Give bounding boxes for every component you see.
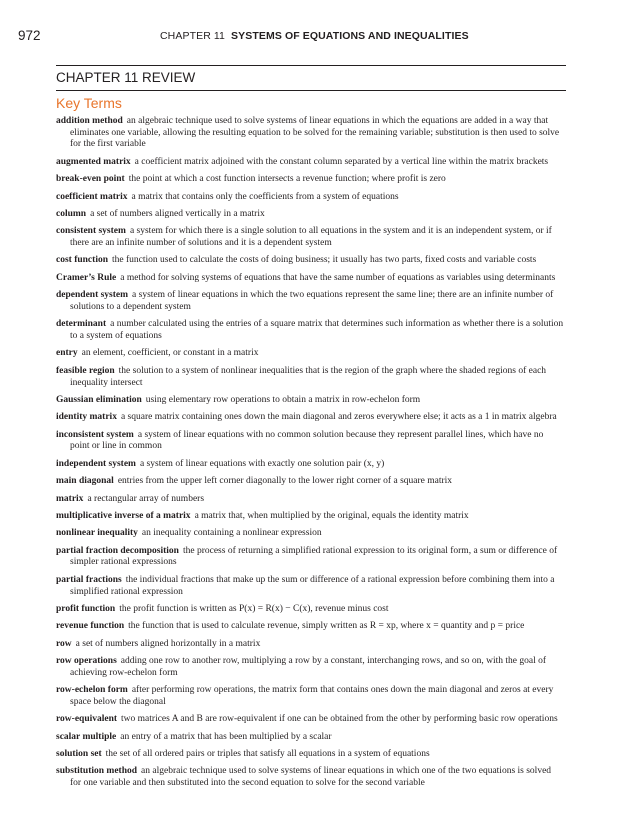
chapter-title: SYSTEMS OF EQUATIONS AND INEQUALITIES <box>231 30 469 42</box>
glossary-term: determinant <box>56 319 107 330</box>
glossary-entry <box>56 656 564 679</box>
glossary-term: column <box>56 208 87 219</box>
glossary-term: substitution method <box>56 766 138 777</box>
glossary-entry <box>56 621 564 633</box>
glossary-entry <box>56 546 564 569</box>
glossary-entry <box>56 494 564 506</box>
glossary-entry <box>56 226 564 249</box>
glossary-definition: the function that is used to calculate revenue, simply written as R = xp, where x = quantity and p = price <box>128 621 525 632</box>
glossary-term: dependent system <box>56 290 129 301</box>
glossary-term: break-even point <box>56 174 125 185</box>
glossary-term: augmented matrix <box>56 156 131 167</box>
glossary-term: row operations <box>56 656 117 667</box>
glossary-entry <box>56 766 564 789</box>
glossary-definition: an inequality containing a nonlinear expression <box>141 528 322 539</box>
glossary-term: partial fractions <box>56 574 122 585</box>
glossary-entry <box>56 749 564 761</box>
glossary-term: scalar multiple <box>56 731 117 742</box>
glossary-entry <box>56 395 564 407</box>
glossary-entry <box>56 528 564 540</box>
chapter-review-title: CHAPTER 11 REVIEW <box>56 70 196 85</box>
glossary-definition: the function used to calculate the costs of doing business; it usually has two parts, fixed costs and variable costs <box>112 255 537 266</box>
glossary-term: cost function <box>56 255 108 266</box>
glossary-term: main diagonal <box>56 476 114 487</box>
glossary-entry <box>56 255 564 267</box>
glossary-entry <box>56 575 564 598</box>
glossary-definition: a set of numbers aligned vertically in a matrix <box>90 208 265 219</box>
glossary-term: row <box>56 638 72 649</box>
glossary-definition: the point at which a cost function intersects a revenue function; where profit is zero <box>128 174 446 185</box>
glossary-definition: the set of all ordered pairs or triples that satisfy all equations in a system of equations <box>105 749 430 760</box>
chapter-label: CHAPTER 11 <box>160 30 225 42</box>
glossary-term: nonlinear inequality <box>56 528 138 539</box>
glossary-entry <box>56 476 564 488</box>
glossary-definition: after performing row operations, the matrix form that contains ones down the main diagonal and zeros at every space below the diagonal <box>70 685 554 707</box>
glossary-term: matrix <box>56 493 84 504</box>
glossary-term: Gaussian elimination <box>56 394 142 405</box>
glossary-entry <box>56 192 564 204</box>
glossary-definition: adding one row to another row, multiplying a row by a constant, interchanging rows, and so on, with the goal of achieving row-echelon form <box>70 656 546 678</box>
glossary-term: identity matrix <box>56 412 117 423</box>
glossary-definition: the profit function is written as P(x) = R(x) − C(x), revenue minus cost <box>119 603 389 614</box>
glossary-definition: an entry of a matrix that has been multiplied by a scalar <box>120 731 332 742</box>
glossary-entry <box>56 209 564 221</box>
glossary-term: feasible region <box>56 365 115 376</box>
glossary-definition: a square matrix containing ones down the main diagonal and zeros everywhere else; it acts as a 1 in matrix algebra <box>120 412 557 423</box>
glossary-term: row-echelon form <box>56 685 128 696</box>
glossary-term: entry <box>56 348 78 359</box>
glossary-definition: two matrices A and B are row-equivalent if one can be obtained from the other by performing basic row operations <box>121 714 558 725</box>
chapter-review-bar <box>56 65 566 91</box>
glossary-definition: a coefficient matrix adjoined with the constant column separated by a vertical line within the matrix brackets <box>134 156 549 167</box>
glossary-definition: a method for solving systems of equations that have the same number of equations as variables using determinants <box>120 272 556 283</box>
glossary-entry <box>56 174 564 186</box>
glossary-definition: a rectangular array of numbers <box>87 493 205 504</box>
glossary-term: multiplicative inverse of a matrix <box>56 510 191 521</box>
glossary-definition: a system for which there is a single solution to all equations in the system and it is an independent system, or if there are an infinite number of solutions and it is a dependent system <box>70 226 552 249</box>
glossary-entry <box>56 273 564 285</box>
glossary-entry <box>56 639 564 651</box>
glossary-entry <box>56 685 564 708</box>
glossary-definition: the individual fractions that make up the sum or difference of a rational expression before combining them into a simplified rational expression <box>70 574 555 597</box>
running-head <box>160 30 469 42</box>
glossary-definition: a system of linear equations in which the two equations represent the same line; there are an infinite number of solutions to a dependent system <box>70 290 554 312</box>
glossary-definition: an algebraic technique used to solve systems of linear equations in which the equations are added in a way that eliminates one variable, allowing the resulting equation to be solved for the remaining variable; substitution is then used to solve for the first variable <box>70 116 560 150</box>
glossary-entry <box>56 412 564 424</box>
glossary-definition: a system of linear equations with no common solution because they represent parallel lines, which have no point or line in common <box>70 429 544 452</box>
glossary-entry <box>56 157 564 169</box>
glossary-list <box>56 116 564 796</box>
glossary-definition: an element, coefficient, or constant in a matrix <box>81 348 259 359</box>
glossary-term: consistent system <box>56 226 126 237</box>
glossary-definition: a matrix that contains only the coefficients from a system of equations <box>131 191 399 202</box>
glossary-term: partial fraction decomposition <box>56 545 179 556</box>
key-terms-heading: Key Terms <box>56 95 122 111</box>
glossary-term: independent system <box>56 458 136 469</box>
glossary-definition: a number calculated using the entries of a square matrix that determines such information as whether there is a solution to a system of equations <box>70 319 564 342</box>
glossary-definition: the process of returning a simplified rational expression to its original form, a sum or difference of simpler rational expressions <box>70 545 558 568</box>
glossary-entry <box>56 604 564 616</box>
glossary-entry <box>56 511 564 523</box>
glossary-entry <box>56 116 564 151</box>
glossary-definition: using elementary row operations to obtain a matrix in row-echelon form <box>145 394 421 405</box>
glossary-term: profit function <box>56 603 116 614</box>
glossary-definition: the solution to a system of nonlinear inequalities that is the region of the graph where the shaded regions of each inequality intersect <box>70 365 547 388</box>
glossary-term: revenue function <box>56 621 125 632</box>
glossary-entry <box>56 459 564 471</box>
glossary-term: row-equivalent <box>56 714 118 725</box>
glossary-entry <box>56 366 564 389</box>
glossary-entry <box>56 290 564 313</box>
glossary-term: inconsistent system <box>56 429 134 440</box>
glossary-definition: an algebraic technique used to solve systems of linear equations in which one of the two equations is solved for one variable and then substituted into the second equation to solve for the second variable <box>70 766 552 789</box>
glossary-entry <box>56 430 564 453</box>
glossary-entry <box>56 319 564 342</box>
glossary-term: coefficient matrix <box>56 191 128 202</box>
page-header <box>0 28 630 48</box>
glossary-term: Cramer’s Rule <box>56 272 117 283</box>
glossary-definition: a set of numbers aligned horizontally in a matrix <box>75 638 261 649</box>
glossary-term: addition method <box>56 116 123 126</box>
glossary-entry <box>56 714 564 726</box>
glossary-term: solution set <box>56 749 102 760</box>
glossary-entry <box>56 348 564 360</box>
glossary-definition: entries from the upper left corner diagonally to the lower right corner of a square matrix <box>117 476 453 487</box>
page-number: 972 <box>18 28 41 43</box>
glossary-definition: a system of linear equations with exactly one solution pair (x, y) <box>139 458 385 469</box>
glossary-entry <box>56 732 564 744</box>
glossary-definition: a matrix that, when multiplied by the original, equals the identity matrix <box>194 510 469 521</box>
